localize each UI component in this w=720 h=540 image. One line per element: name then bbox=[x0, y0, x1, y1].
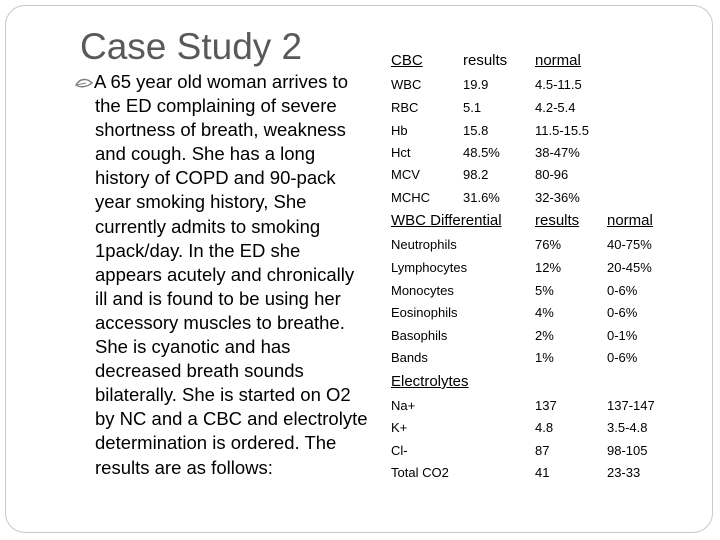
diff-row-normal: 0-6% bbox=[607, 283, 638, 298]
cbc-row-normal: 32-36% bbox=[535, 190, 580, 205]
cbc-row-result: 98.2 bbox=[463, 167, 489, 182]
diff-header-test: WBC Differential bbox=[391, 212, 502, 229]
diff-row-normal: 0-6% bbox=[607, 305, 638, 320]
cbc-row-test: RBC bbox=[391, 100, 419, 115]
diff-row-result: 2% bbox=[535, 328, 554, 343]
electrolyte-row-test: Na+ bbox=[391, 398, 416, 413]
electrolytes-header: Electrolytes bbox=[391, 373, 469, 390]
electrolyte-row-result: 137 bbox=[535, 398, 557, 413]
cbc-row-test: Hct bbox=[391, 145, 411, 160]
diff-row-test: Bands bbox=[391, 350, 428, 365]
diff-row-result: 5% bbox=[535, 283, 554, 298]
electrolyte-row-test: Total CO2 bbox=[391, 465, 449, 480]
diff-header-results: results bbox=[535, 212, 580, 229]
diff-row-normal: 0-6% bbox=[607, 350, 638, 365]
cbc-row-normal: 11.5-15.5 bbox=[535, 123, 589, 138]
diff-row-result: 76% bbox=[535, 237, 562, 252]
cbc-row-test: Hb bbox=[391, 123, 408, 138]
cbc-row-result: 19.9 bbox=[463, 77, 489, 92]
electrolyte-row-result: 87 bbox=[535, 443, 550, 458]
cbc-row-result: 5.1 bbox=[463, 100, 482, 115]
diff-row-test: Basophils bbox=[391, 328, 448, 343]
leaf-bullet-icon bbox=[74, 73, 94, 93]
cbc-row-normal: 80-96 bbox=[535, 167, 569, 182]
diff-row-normal: 40-75% bbox=[607, 237, 652, 252]
electrolyte-row-normal: 137-147 bbox=[607, 398, 655, 413]
diff-row-normal: 0-1% bbox=[607, 328, 638, 343]
electrolyte-row-normal: 3.5-4.8 bbox=[607, 420, 648, 435]
electrolyte-row-normal: 23-33 bbox=[607, 465, 641, 480]
cbc-row-result: 48.5% bbox=[463, 145, 500, 160]
diff-row-result: 4% bbox=[535, 305, 554, 320]
diff-row-test: Monocytes bbox=[391, 283, 454, 298]
diff-row-test: Neutrophils bbox=[391, 237, 457, 252]
diff-row-test: Eosinophils bbox=[391, 305, 458, 320]
electrolyte-row-result: 4.8 bbox=[535, 420, 554, 435]
diff-row-test: Lymphocytes bbox=[391, 260, 468, 275]
diff-row-result: 1% bbox=[535, 350, 554, 365]
diff-row-result: 12% bbox=[535, 260, 562, 275]
cbc-header-test: CBC bbox=[391, 52, 423, 69]
electrolyte-row-result: 41 bbox=[535, 465, 550, 480]
diff-header-normal: normal bbox=[607, 212, 653, 229]
cbc-row-normal: 4.2-5.4 bbox=[535, 100, 576, 115]
cbc-row-result: 15.8 bbox=[463, 123, 489, 138]
cbc-row-test: WBC bbox=[391, 77, 422, 92]
case-description: A 65 year old woman arrives to the ED complaining of severe shortness of breath, weakness and cough. She has a long history of COPD and 90-pack year smoking history, She currently admits to smoking 1pack/day. In the ED she appears acutely and chronically ill and is found to be using her accessory muscles to breathe. She is cyanotic and has decreased breath sounds bilaterally. She is started on O2 by NC and a CBC and electrolyte determination is ordered. The results are as follows: bbox=[94, 71, 368, 478]
electrolyte-row-normal: 98-105 bbox=[607, 443, 648, 458]
cbc-row-test: MCV bbox=[391, 167, 420, 182]
electrolyte-row-test: Cl- bbox=[391, 443, 408, 458]
diff-row-normal: 20-45% bbox=[607, 260, 652, 275]
cbc-row-normal: 38-47% bbox=[535, 145, 580, 160]
cbc-row-result: 31.6% bbox=[463, 190, 500, 205]
cbc-row-normal: 4.5-11.5 bbox=[535, 77, 582, 92]
slide-title: Case Study 2 bbox=[80, 26, 303, 67]
cbc-header-results: results bbox=[463, 52, 508, 69]
electrolyte-row-test: K+ bbox=[391, 420, 408, 435]
cbc-row-test: MCHC bbox=[391, 190, 430, 205]
cbc-header-normal: normal bbox=[535, 52, 581, 69]
